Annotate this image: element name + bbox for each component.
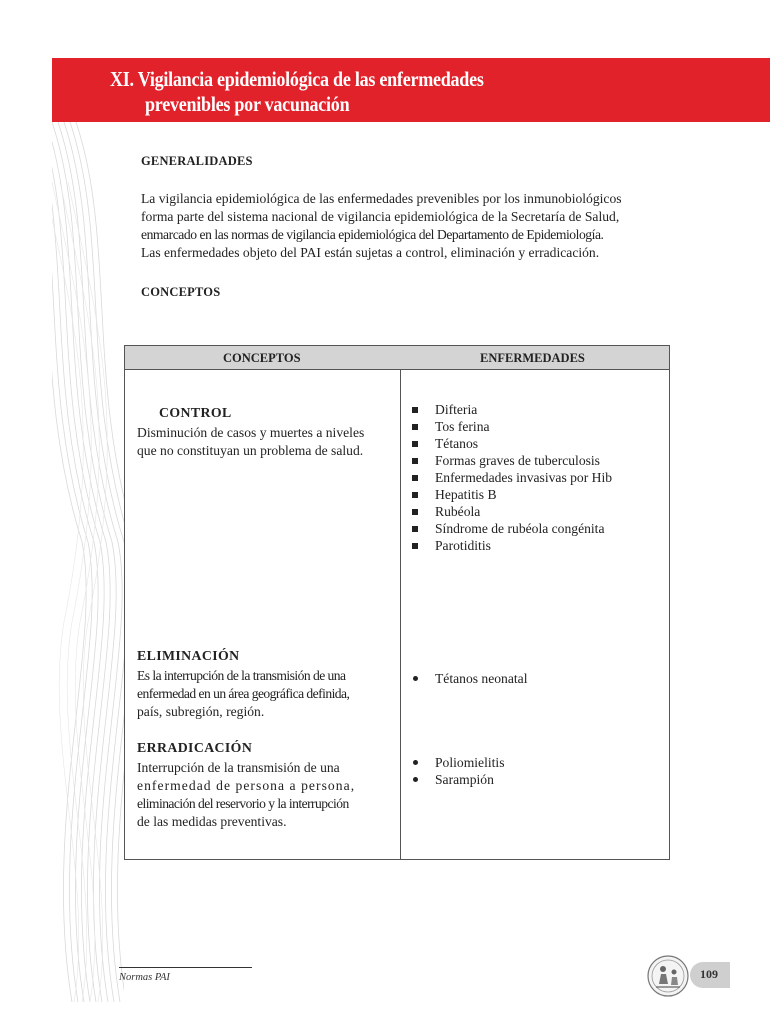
health-emblem-icon (646, 954, 690, 998)
list-item: Síndrome de rubéola congénita (412, 520, 612, 537)
list-item: Tos ferina (412, 418, 612, 435)
concepts-diseases-table (124, 345, 670, 860)
desc-line: que no constituyan un problema de salud. (137, 443, 364, 458)
desc-line: Es la interrupción de la transmisión de una (137, 668, 346, 683)
list-item: Difteria (412, 401, 612, 418)
desc-line: país, subregión, región. (137, 704, 265, 719)
table-header (125, 346, 669, 370)
conceptos-heading: CONCEPTOS (141, 285, 221, 299)
concept-desc-control (137, 424, 393, 460)
column-divider (400, 370, 401, 859)
desc-line: enfermedad en un área geográfica definida, (137, 686, 350, 701)
paragraph-line: enmarcado en las normas de vigilancia epidemiológica del Departamento de Epidemiología. (141, 227, 604, 242)
paragraph-line: forma parte del sistema nacional de vigilancia epidemiológica de la Secretaría de Salud, (141, 209, 620, 224)
list-item: Tétanos (412, 435, 612, 452)
list-item: Formas graves de tuberculosis (412, 452, 612, 469)
desc-line: de las medidas preventivas. (137, 814, 287, 829)
column-header-conceptos: CONCEPTOS (223, 351, 301, 365)
list-item: Hepatitis B (412, 486, 612, 503)
paragraph-line: La vigilancia epidemiológica de las enfermedades prevenibles por los inmunobiológicos (141, 191, 622, 206)
list-item: Sarampión (412, 771, 505, 788)
concept-title-erradicacion: ERRADICACIÓN (137, 740, 253, 755)
footer-rule (119, 967, 252, 968)
list-item: Parotiditis (412, 537, 612, 554)
page-number: 109 (700, 967, 718, 981)
paragraph-line: Las enfermedades objeto del PAI están sujetas a control, eliminación y erradicación. (141, 245, 600, 260)
disease-list-control (412, 401, 612, 554)
decorative-swirl (52, 122, 124, 1002)
concept-desc-erradicacion (137, 759, 393, 831)
list-item: Poliomielitis (412, 754, 505, 771)
desc-line: Interrupción de la transmisión de una (137, 760, 340, 775)
concept-desc-eliminacion (137, 667, 393, 721)
concept-title-control: CONTROL (159, 405, 232, 420)
desc-line: eliminación del reservorio y la interrupción (137, 796, 349, 811)
chapter-title-band (52, 58, 770, 122)
desc-line: enfermedad de persona a persona, (137, 778, 356, 793)
disease-list-eliminacion (412, 670, 527, 687)
footer-label: Normas PAI (119, 972, 170, 983)
column-header-enfermedades: ENFERMEDADES (480, 351, 585, 365)
list-item: Tétanos neonatal (412, 670, 527, 687)
chapter-title-line-2: prevenibles por vacunación (145, 92, 350, 116)
chapter-title-line-1: XI. Vigilancia epidemiológica de las enfermedades (110, 67, 484, 91)
list-item: Enfermedades invasivas por Hib (412, 469, 612, 486)
disease-list-erradicacion (412, 754, 505, 788)
generalidades-paragraph (141, 190, 668, 262)
generalidades-heading: GENERALIDADES (141, 154, 253, 168)
list-item: Rubéola (412, 503, 612, 520)
concept-title-eliminacion: ELIMINACIÓN (137, 648, 240, 663)
desc-line: Disminución de casos y muertes a niveles (137, 425, 365, 440)
